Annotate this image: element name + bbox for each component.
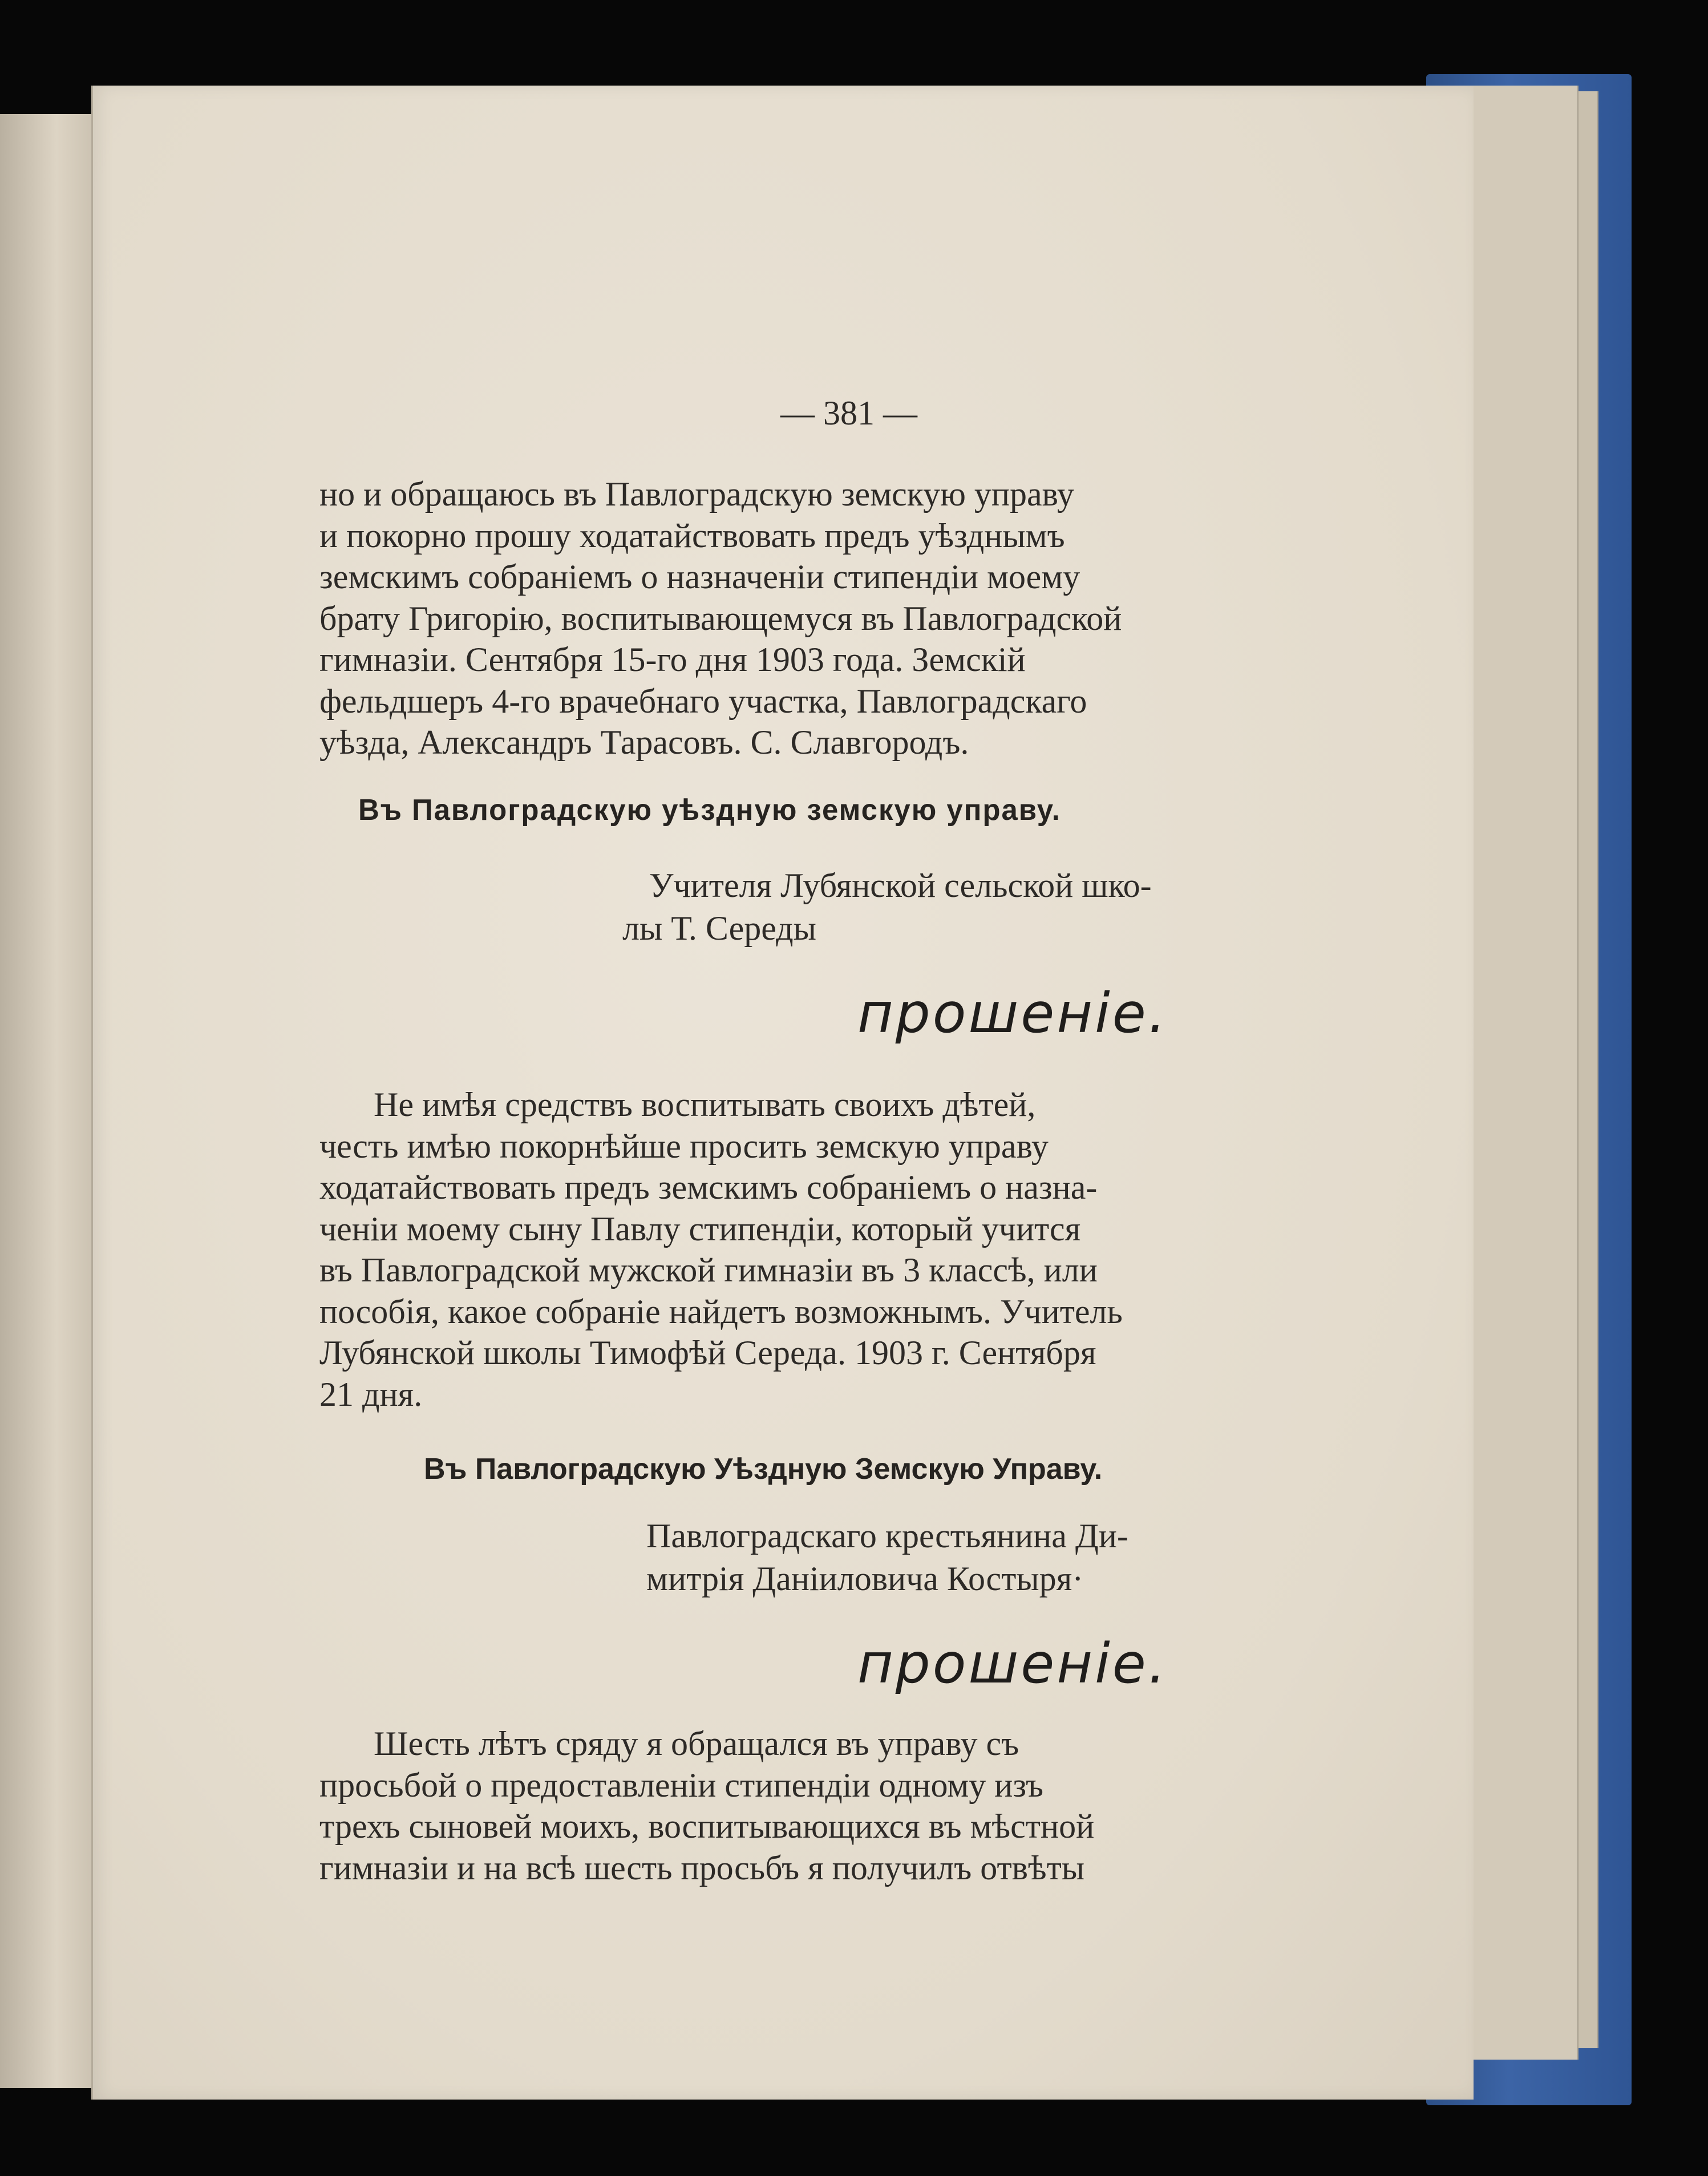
paragraph-1 — [319, 474, 1122, 763]
signature-block-1 — [622, 864, 1152, 950]
text-line: Павлоградскаго крестьянина Ди- — [646, 1517, 1128, 1555]
text-line: 21 дня. — [319, 1375, 423, 1413]
text-line: ченіи моему сыну Павлу стипендіи, который учится — [319, 1210, 1081, 1248]
facing-page — [0, 114, 94, 2088]
page-number: — 381 — — [780, 394, 917, 432]
text-line: земскимъ собраніемъ о назначеніи стипендіи моему — [319, 558, 1080, 596]
text-line: пособія, какое собраніе найдетъ возможнымъ. Учитель — [319, 1292, 1123, 1330]
text-line: честь имѣю покорнѣйше просить земскую управу — [319, 1127, 1049, 1165]
text-line: Учителя Лубянской сельской шко- — [649, 867, 1152, 904]
text-line: и покорно прошу ходатайствовать предъ уѣзднымъ — [319, 516, 1065, 555]
text-line: уѣзда, Александръ Тарасовъ. С. Славгородъ. — [319, 723, 969, 761]
text-line: Шесть лѣтъ сряду я обращался въ управу съ — [374, 1725, 1019, 1762]
text-line: фельдшеръ 4-го врачебнаго участка, Павлоградскаго — [319, 682, 1087, 720]
petition-title-2: прошеніе. — [857, 1632, 1168, 1696]
text-line: но и обращаюсь въ Павлоградскую земскую управу — [319, 475, 1074, 513]
book-page — [91, 86, 1474, 2100]
section-heading-1: Въ Павлоградскую уѣздную земскую управу. — [358, 794, 1061, 827]
page-edges-inner — [1460, 86, 1579, 2060]
text-line: Лубянской школы Тимофѣй Середа. 1903 г. Сентября — [319, 1334, 1096, 1372]
text-line: Не имѣя средствъ воспитывать своихъ дѣтей, — [374, 1086, 1036, 1123]
text-line: брату Григорію, воспитывающемуся въ Павлоградской — [319, 599, 1122, 637]
petition-title-1: прошеніе. — [857, 981, 1168, 1045]
text-line: въ Павлоградской мужской гимназіи въ 3 классѣ, или — [319, 1251, 1098, 1289]
text-line: митрія Даніиловича Костыря· — [646, 1560, 1084, 1597]
paragraph-2 — [319, 1084, 1123, 1415]
text-line: гимназіи и на всѣ шесть просьбъ я получилъ отвѣты — [319, 1849, 1085, 1887]
text-line: лы Т. Середы — [622, 909, 816, 947]
text-line: гимназіи. Сентября 15-го дня 1903 года. Земскій — [319, 641, 1026, 678]
text-line: ходатайствовать предъ земскимъ собраніемъ о назна- — [319, 1168, 1098, 1206]
text-line: трехъ сыновей моихъ, воспитывающихся въ мѣстной — [319, 1807, 1095, 1845]
section-heading-2: Въ Павлоградскую Уѣздную Земскую Управу. — [424, 1453, 1103, 1486]
signature-block-2 — [646, 1515, 1128, 1600]
paragraph-3 — [319, 1723, 1094, 1888]
text-line: просьбой о предоставленіи стипендіи одному изъ — [319, 1766, 1044, 1804]
